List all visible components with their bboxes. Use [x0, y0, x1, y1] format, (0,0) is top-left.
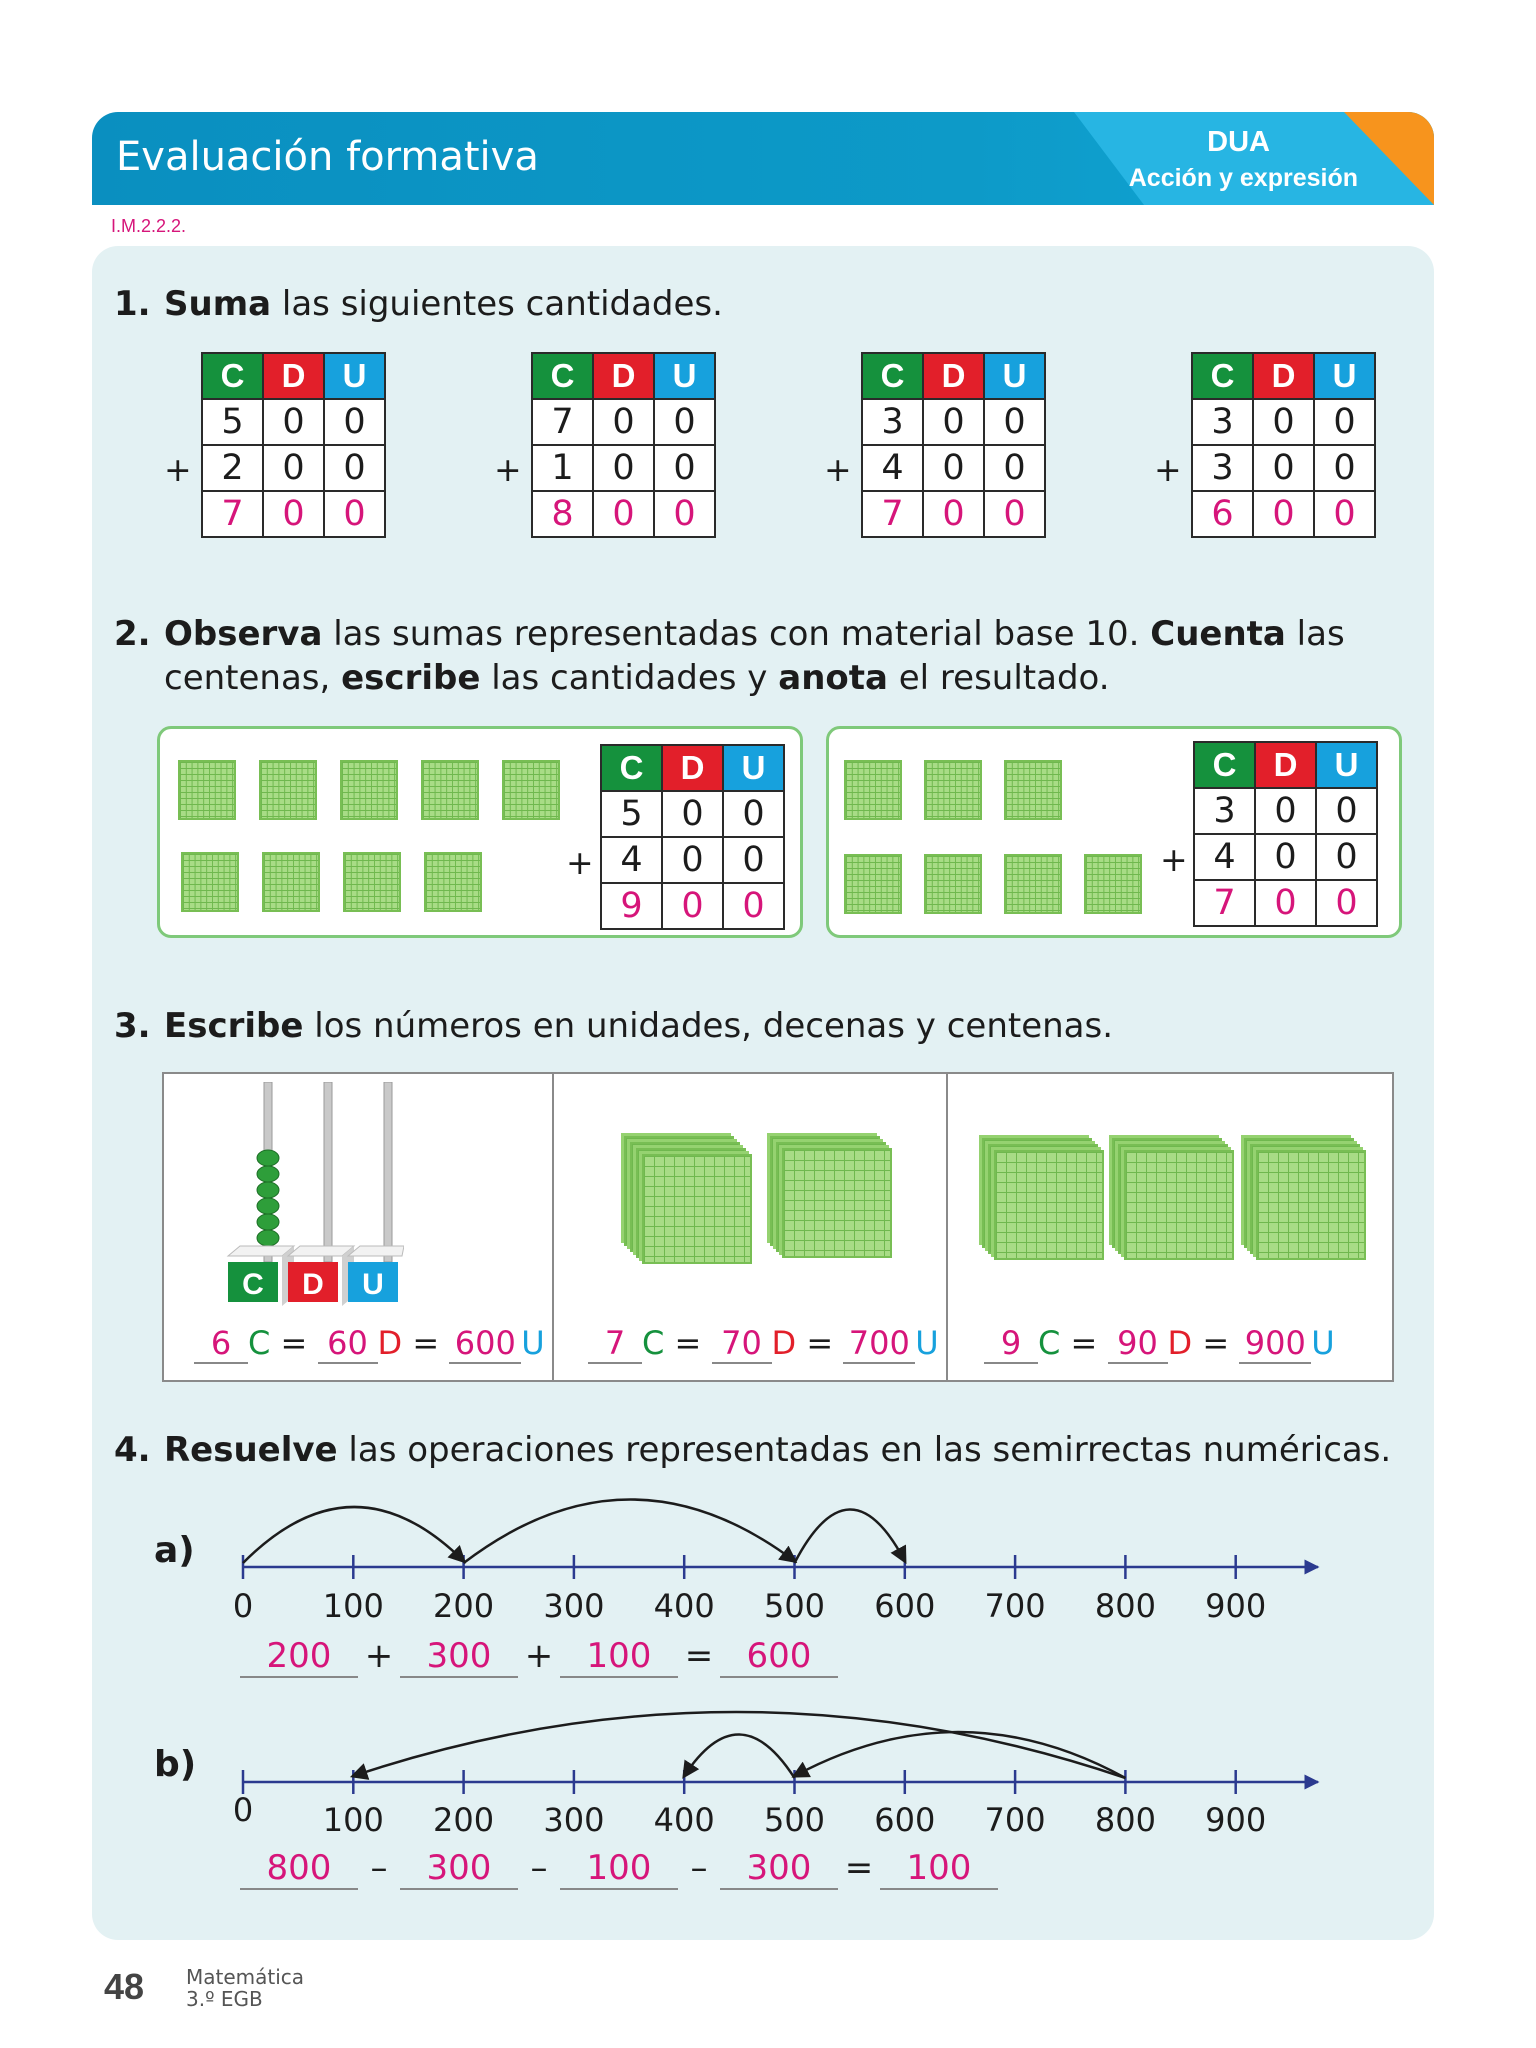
digit-cell: 0 [984, 445, 1045, 491]
hundred-flat [1124, 1150, 1234, 1260]
digit-cell: 0 [324, 445, 385, 491]
question-number: 3. [114, 1006, 151, 1046]
abacus-rod [384, 1082, 392, 1262]
place-value-equation [588, 1324, 939, 1364]
digit-cell: 4 [1194, 834, 1255, 880]
letter-d: D [771, 1324, 797, 1362]
tick-label: 300 [543, 1801, 605, 1839]
digit-cell: 0 [324, 399, 385, 445]
q3-verb: Escribe [164, 1006, 304, 1046]
abacus-label-d: D [302, 1268, 324, 1301]
digit-cell: 1 [532, 445, 593, 491]
question-3 [114, 1004, 1113, 1048]
answer-blank[interactable]: 300 [400, 1636, 518, 1678]
header-u: U [654, 353, 715, 399]
digit-cell: 3 [1192, 445, 1253, 491]
grade-level: 3.º EGB [186, 1987, 263, 2011]
digit-cell: 0 [662, 791, 723, 837]
digit-cell: 0 [263, 445, 324, 491]
hundred-flat [424, 852, 482, 912]
answer-blank-u[interactable]: 900 [1239, 1324, 1311, 1364]
q2-verb-cuenta: Cuenta [1150, 614, 1286, 654]
hundred-flat [1256, 1150, 1366, 1260]
header-d: D [923, 353, 984, 399]
equals-sign: = [280, 1324, 308, 1362]
tick-label: 500 [763, 1587, 826, 1625]
header-d: D [662, 745, 723, 791]
abacus-bead [257, 1214, 279, 1230]
header-c: C [1192, 353, 1253, 399]
abacus-bead [257, 1166, 279, 1182]
letter-u: U [1311, 1324, 1335, 1362]
digit-cell: 0 [593, 445, 654, 491]
operator: – [370, 1848, 388, 1888]
tick-label: 900 [1205, 1801, 1267, 1839]
hundred-flat [259, 760, 317, 820]
tick-label: 200 [433, 1801, 495, 1839]
header-d: D [263, 353, 324, 399]
answer-blank[interactable]: 200 [240, 1636, 358, 1678]
q3-text: los números en unidades, decenas y centenas. [303, 1006, 1114, 1046]
tick-label: 500 [763, 1801, 826, 1839]
digit-cell: 0 [263, 399, 324, 445]
place-value-equation [984, 1324, 1335, 1364]
letter-c: C [1038, 1324, 1061, 1362]
digit-cell: 0 [654, 399, 715, 445]
tick-label: 0 [232, 1587, 254, 1625]
digit-cell: 0 [723, 837, 784, 883]
hundred-flat [924, 854, 982, 914]
answer-blank[interactable]: 600 [720, 1636, 838, 1678]
plus-sign: + [494, 450, 522, 489]
tick-label: 400 [653, 1587, 715, 1625]
letter-u: U [915, 1324, 939, 1362]
abacus-beads [257, 1150, 279, 1246]
q2-text: las cantidades y [480, 658, 779, 698]
dua-label: DUA [1207, 126, 1270, 158]
cdu-table [531, 352, 716, 538]
header-c: C [532, 353, 593, 399]
answer-cell[interactable]: 0 [923, 491, 984, 537]
abacus-label-u: U [362, 1268, 384, 1301]
equals-sign: = [1070, 1324, 1098, 1362]
tick-label: 800 [1094, 1587, 1156, 1625]
q2-verb-anota: anota [778, 658, 888, 698]
hundred-flat [844, 760, 902, 820]
plus-sign: + [164, 450, 192, 489]
answer-cell[interactable]: 7 [1194, 880, 1255, 926]
question-2 [114, 612, 1414, 700]
header-c: C [862, 353, 923, 399]
equals-sign: = [412, 1324, 440, 1362]
digit-cell: 0 [1316, 834, 1377, 880]
answer-cell[interactable]: 0 [263, 491, 324, 537]
answer-blank-u[interactable]: 700 [843, 1324, 915, 1364]
cdu-table [1193, 741, 1378, 927]
answer-cell[interactable]: 7 [202, 491, 263, 537]
digit-cell: 0 [1314, 445, 1375, 491]
tick-label: 300 [543, 1587, 605, 1625]
question-number: 2. [114, 614, 151, 654]
plus-sign: + [1154, 450, 1182, 489]
letter-d: D [377, 1324, 403, 1362]
answer-blank-d[interactable]: 70 [712, 1324, 772, 1364]
question-4 [114, 1428, 1391, 1472]
header-u: U [723, 745, 784, 791]
grid-divider [946, 1074, 948, 1380]
q2-text: el resultado. [887, 658, 1110, 698]
operation-row-b [240, 1848, 998, 1890]
hundred-flat [994, 1150, 1104, 1260]
cdu-table [861, 352, 1046, 538]
answer-cell[interactable]: 9 [601, 883, 662, 929]
answer-cell[interactable]: 0 [1253, 491, 1314, 537]
answer-blank-d[interactable]: 60 [318, 1324, 378, 1364]
hundred-flat [421, 760, 479, 820]
grid-divider [552, 1074, 554, 1380]
digit-cell: 0 [662, 837, 723, 883]
tick-label: 700 [984, 1801, 1046, 1839]
answer-blank[interactable]: 100 [560, 1636, 678, 1678]
hundred-flat [262, 852, 320, 912]
answer-blank[interactable]: 100 [560, 1848, 678, 1890]
answer-blank[interactable]: 300 [720, 1848, 838, 1890]
digit-cell: 0 [1253, 399, 1314, 445]
hundred-flat [844, 854, 902, 914]
tick-label: 700 [984, 1587, 1046, 1625]
header-d: D [1255, 742, 1316, 788]
hundred-flat [178, 760, 236, 820]
digit-cell: 4 [601, 837, 662, 883]
header-c: C [202, 353, 263, 399]
answer-cell[interactable]: 0 [324, 491, 385, 537]
digit-cell: 5 [601, 791, 662, 837]
tick-label: 100 [322, 1587, 384, 1625]
answer-blank-c[interactable]: 9 [984, 1324, 1038, 1364]
header-d: D [1253, 353, 1314, 399]
q1-text: las siguientes cantidades. [271, 284, 723, 324]
tick-label: 900 [1205, 1587, 1267, 1625]
tick-label: 400 [653, 1801, 715, 1839]
header-u: U [1316, 742, 1377, 788]
answer-blank[interactable]: 100 [880, 1848, 998, 1890]
digit-cell: 0 [654, 445, 715, 491]
digit-cell: 0 [1316, 788, 1377, 834]
hundred-flat [343, 852, 401, 912]
digit-cell: 4 [862, 445, 923, 491]
question-1 [114, 282, 723, 326]
part-a-label: a) [154, 1530, 195, 1571]
hundred-flat [502, 760, 560, 820]
answer-blank[interactable]: 800 [240, 1848, 358, 1890]
operator: + [524, 1636, 554, 1676]
tick-label: 200 [433, 1587, 495, 1625]
answer-blank[interactable]: 300 [400, 1848, 518, 1890]
answer-blank-u[interactable]: 600 [449, 1324, 521, 1364]
answer-blank-c[interactable]: 7 [588, 1324, 642, 1364]
operator: – [690, 1848, 708, 1888]
digit-cell: 5 [202, 399, 263, 445]
page-header [92, 112, 1434, 205]
abacus-rod [324, 1082, 332, 1262]
abacus-bead [257, 1182, 279, 1198]
digit-cell: 0 [1253, 445, 1314, 491]
place-value-grid [162, 1072, 1394, 1382]
answer-cell[interactable]: 8 [532, 491, 593, 537]
page-number: 48 [104, 1966, 145, 2007]
digit-cell: 0 [723, 791, 784, 837]
hundred-flat [1084, 854, 1142, 914]
part-b-label: b) [154, 1744, 197, 1785]
q2-verb-observa: Observa [164, 614, 323, 654]
digit-cell: 0 [1255, 834, 1316, 880]
hundred-flat [1004, 760, 1062, 820]
operator: = [844, 1848, 874, 1888]
operator: = [684, 1636, 714, 1676]
abacus-illustration [224, 1082, 404, 1314]
digit-cell: 0 [1314, 399, 1375, 445]
answer-cell[interactable]: 0 [1316, 880, 1377, 926]
answer-cell[interactable]: 0 [654, 491, 715, 537]
q4-verb: Resuelve [164, 1430, 338, 1470]
answer-cell[interactable]: 0 [723, 883, 784, 929]
question-number: 1. [114, 284, 151, 324]
answer-blank-d[interactable]: 90 [1108, 1324, 1168, 1364]
hundred-flat [782, 1148, 892, 1258]
digit-cell: 0 [923, 399, 984, 445]
equals-sign: = [806, 1324, 834, 1362]
abacus-bead [257, 1150, 279, 1166]
header-d: D [593, 353, 654, 399]
operator: – [530, 1848, 548, 1888]
hundred-flat [1004, 854, 1062, 914]
operation-row-a [240, 1636, 838, 1678]
plus-sign: + [824, 450, 852, 489]
tick-label: 600 [874, 1801, 936, 1839]
hundred-flat [924, 760, 982, 820]
header-u: U [324, 353, 385, 399]
dua-subtitle: Acción y expresión [1128, 164, 1358, 192]
digit-cell: 0 [1255, 788, 1316, 834]
tick-label: 0 [232, 1791, 254, 1829]
q2-text: las sumas representadas con material base 10. [322, 614, 1151, 654]
digit-cell: 7 [532, 399, 593, 445]
subject-name: Matemática [186, 1965, 305, 1989]
answer-cell[interactable]: 6 [1192, 491, 1253, 537]
answer-cell[interactable]: 0 [1314, 491, 1375, 537]
tick-label: 100 [322, 1801, 384, 1839]
equals-sign: = [1202, 1324, 1230, 1362]
plus-sign: + [1160, 840, 1188, 879]
abacus-bead [257, 1198, 279, 1214]
q2-text: las [1285, 614, 1345, 654]
answer-cell[interactable]: 0 [593, 491, 654, 537]
answer-blank-c[interactable]: 6 [194, 1324, 248, 1364]
q1-verb: Suma [164, 284, 272, 324]
tick-label: 600 [874, 1587, 936, 1625]
header-c: C [1194, 742, 1255, 788]
cdu-table [600, 744, 785, 930]
digit-cell: 0 [593, 399, 654, 445]
digit-cell: 0 [984, 399, 1045, 445]
cdu-table [1191, 352, 1376, 538]
q4-text: las operaciones representadas en las semirrectas numéricas. [337, 1430, 1392, 1470]
equals-sign: = [674, 1324, 702, 1362]
q2-text: centenas, [164, 658, 342, 698]
hundred-flat [340, 760, 398, 820]
hundred-flat [181, 852, 239, 912]
digit-cell: 0 [923, 445, 984, 491]
letter-c: C [642, 1324, 665, 1362]
page-title: Evaluación formativa [116, 134, 539, 180]
answer-cell[interactable]: 7 [862, 491, 923, 537]
plus-sign: + [566, 843, 594, 882]
answer-cell[interactable]: 0 [1255, 880, 1316, 926]
header-u: U [1314, 353, 1375, 399]
question-number: 4. [114, 1430, 151, 1470]
digit-cell: 3 [1192, 399, 1253, 445]
digit-cell: 3 [862, 399, 923, 445]
letter-c: C [248, 1324, 271, 1362]
digit-cell: 2 [202, 445, 263, 491]
hundred-flat [642, 1154, 752, 1264]
tick-label: 800 [1094, 1801, 1156, 1839]
abacus-bead [257, 1230, 279, 1246]
cdu-table [201, 352, 386, 538]
place-value-equation [194, 1324, 545, 1364]
operator: + [364, 1636, 394, 1676]
digit-cell: 3 [1194, 788, 1255, 834]
answer-cell[interactable]: 0 [984, 491, 1045, 537]
subject-info [186, 1966, 304, 2010]
header-u: U [984, 353, 1045, 399]
letter-d: D [1167, 1324, 1193, 1362]
answer-cell[interactable]: 0 [662, 883, 723, 929]
header-c: C [601, 745, 662, 791]
abacus-label-c: C [242, 1268, 264, 1301]
letter-u: U [521, 1324, 545, 1362]
q2-verb-escribe: escribe [341, 658, 481, 698]
indicator-code: I.M.2.2.2. [111, 216, 187, 236]
